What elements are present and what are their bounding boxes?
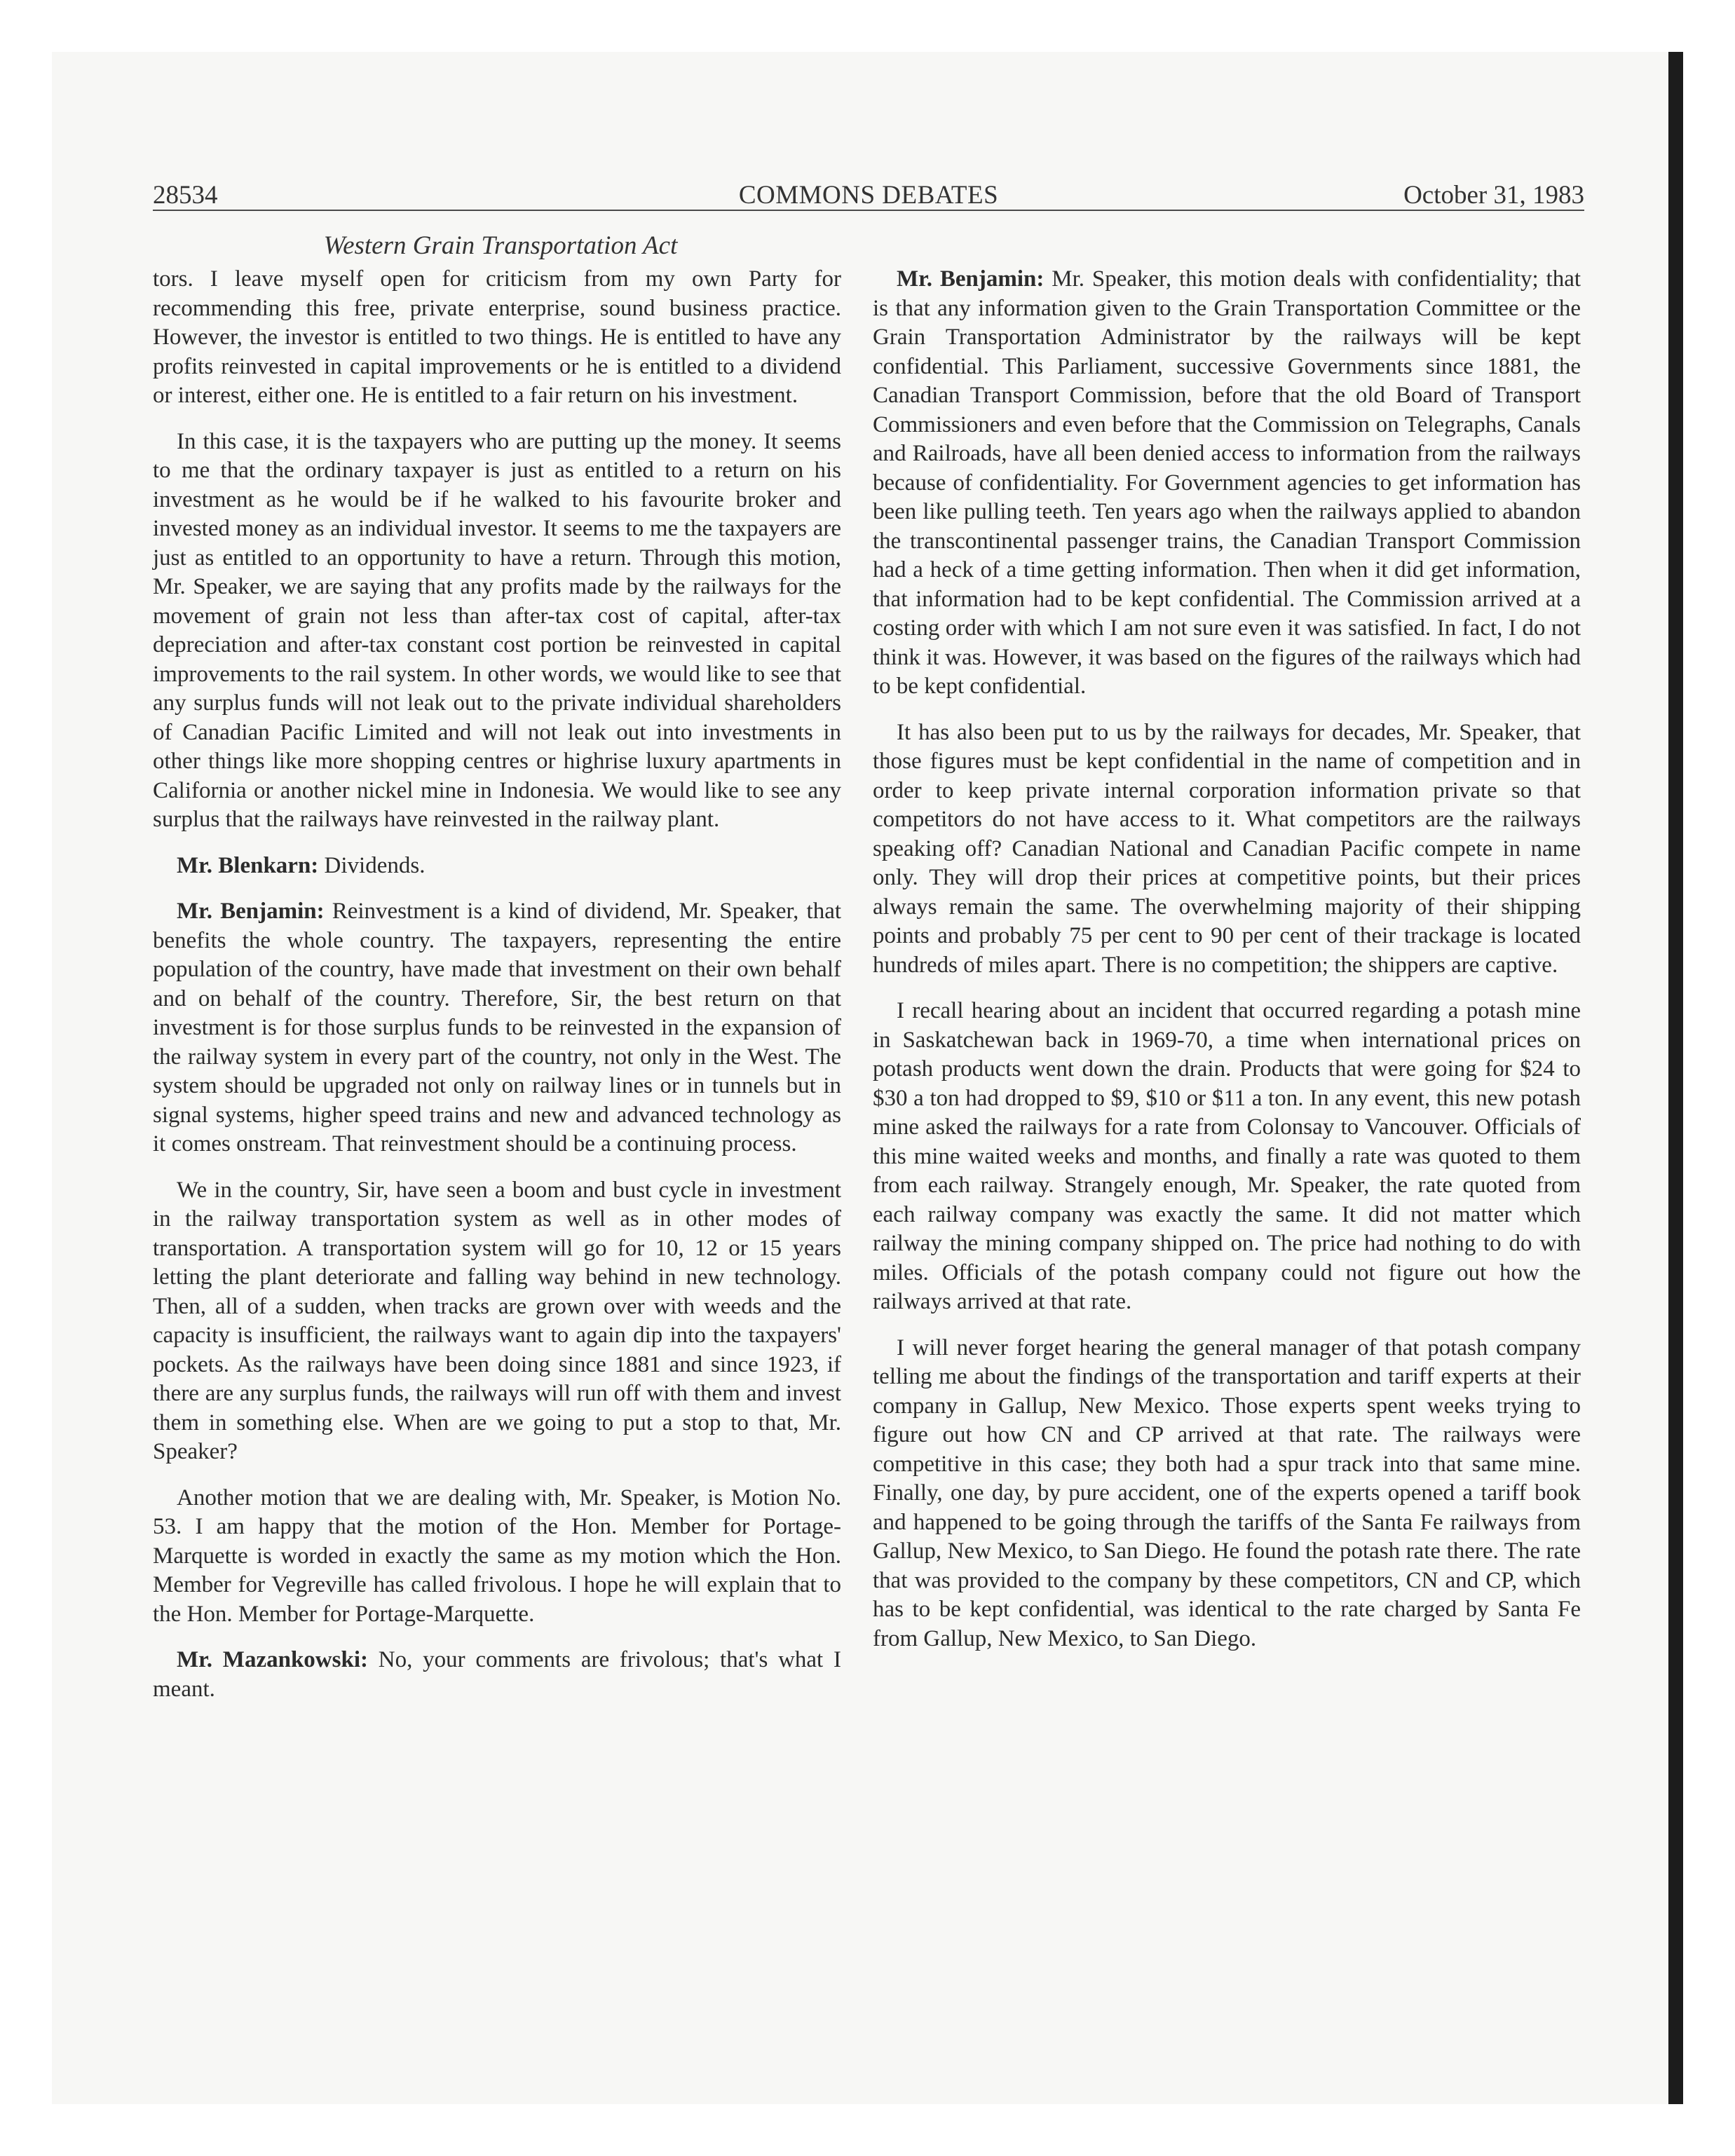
paragraph xyxy=(153,852,841,881)
paragraph-text: No, your comments are frivolous; that's what I meant. xyxy=(153,1647,842,1702)
paragraph-text: I will never forget hearing the general manager of that potash company telling me about the findings of the transportation and tariff experts at their company in Gallup, New Mexico. Those experts spent weeks trying to figure out how CN and CP arrived at that rate. The railways were competitive in this case; they both had a spur track into that same mine. Finally, one day, by pure accident, one of the experts opened a tariff book and happened to be going through the tariffs of the Santa Fe railways from Gallup, New Mexico, to San Diego. He found the potash rate there. The rate that was provided to the company by these competitors, CN and CP, which has to be kept confidential, was identical to the rate charged by Santa Fe from Gallup, New Mexico, to San Diego. xyxy=(873,1335,1581,1651)
paragraph xyxy=(873,718,1581,981)
paragraph xyxy=(153,1484,841,1630)
left-column xyxy=(153,265,841,1721)
paragraph xyxy=(153,1646,841,1704)
speaker-name: Mr. Mazankowski: xyxy=(177,1647,368,1672)
paragraph xyxy=(153,265,841,411)
paragraph-text: Mr. Speaker, this motion deals with confidentiality; that is that any information given to the Grain Transportation Committee or the Grain Transportation Administrator by the railways will be kept confidential. This Parliament, successive Governments since 1881, the Canadian Transport Commission, before that the old Board of Transport Commissioners and even before that the Commission on Telegraphs, Canals and Railroads, have all been denied access to information from the railways because of confidentiality. For Government agencies to get information has been like pulling teeth. Ten years ago when the railways applied to abandon the transcontinental passenger trains, the Canadian Transport Commission had a heck of a time getting information. Then when it did get information, that information had to be kept confidential. The Commission arrived at a costing order with which I am not sure even it was satisfied. In fact, I do not think it was. However, it was based on the figures of the railways which had to be kept confidential. xyxy=(873,266,1581,699)
page-header xyxy=(153,179,1584,212)
paragraph xyxy=(873,997,1581,1317)
page-number: 28534 xyxy=(153,181,218,210)
paragraph xyxy=(873,1334,1581,1654)
right-column xyxy=(873,265,1581,1670)
paragraph-text: Another motion that we are dealing with, Mr. Speaker, is Motion No. 53. I am happy that the motion of the Hon. Member for Portage-Marquette is worded in exactly the same as my motion which the Hon. Member for Vegreville has called frivolous. I hope he will explain that to the Hon. Member for Portage-Marquette. xyxy=(153,1485,841,1627)
speaker-name: Mr. Benjamin: xyxy=(177,899,325,924)
speaker-name: Mr. Blenkarn: xyxy=(177,852,319,878)
paragraph xyxy=(153,428,841,835)
paragraph-text: We in the country, Sir, have seen a boom and bust cycle in investment in the railway transportation system as well as in other modes of transportation. A transportation system will go for 10, 12 or 15 years letting the plant deteriorate and falling way behind in new technology. Then, all of a sudden, when tracks are grown over with weeds and the capacity is insufficient, the railways want to again dip into the taxpayers' pockets. As the railways have been doing since 1881 and since 1923, if there are any surplus funds, the railways will run off with them and invest them in something else. When are we going to put a stop to that, Mr. Speaker? xyxy=(153,1177,841,1464)
paragraph-text: tors. I leave myself open for criticism from my own Party for recommending this free, private enterprise, sound business practice. However, the investor is entitled to two things. He is entitled to have any profits reinvested in capital improvements or he is entitled to a dividend or interest, either one. He is entitled to a fair return on his investment. xyxy=(153,266,841,408)
paragraph-text: Dividends. xyxy=(324,852,426,878)
paragraph xyxy=(873,265,1581,702)
paragraph-text: It has also been put to us by the railways for decades, Mr. Speaker, that those figures must be kept confidential in the name of competition and in order to keep private internal corporation information private so that competitors do not have access to it. What competitors are the railways speaking off? Canadian National and Canadian Pacific compete in name only. They will drop their prices at competitive points, but their prices always remain the same. The overwhelming majority of their shipping points and probably 75 per cent to 90 per cent of their trackage is located hundreds of miles apart. There is no competition; the shippers are captive. xyxy=(873,719,1581,978)
scan-edge-shadow xyxy=(1668,52,1683,2104)
running-subheading: Western Grain Transportation Act xyxy=(323,231,678,260)
paragraph xyxy=(153,1176,841,1467)
paragraph-text: Reinvestment is a kind of dividend, Mr. Speaker, that benefits the whole country. The taxpayers, representing the entire population of the country, have made that investment on their own behalf and on behalf of the country. Therefore, Sir, the best return on that investment is for those surplus funds to be reinvested in the expansion of the railway system in every part of the country, not only in the West. The system should be upgraded not only on railway lines or in tunnels but in signal systems, higher speed trains and new and advanced technology as it comes onstream. That reinvestment should be a continuing process. xyxy=(153,899,842,1157)
paragraph-text: I recall hearing about an incident that occurred regarding a potash mine in Saskatchewan back in 1969-70, a time when international prices on potash products went down the drain. Products that were going for $24 to $30 a ton had dropped to $9, $10 or $11 a ton. In any event, this new potash mine asked the railways for a rate from Colonsay to Vancouver. Officials of this mine waited weeks and months, and finally a rate was quoted to them from each railway. Strangely enough, Mr. Speaker, the rate quoted from each railway company was exactly the same. It did not matter which railway the mining company shipped on. The price had nothing to do with miles. Officials of the potash company could not figure out how the railways arrived at that rate. xyxy=(873,998,1581,1314)
journal-title: COMMONS DEBATES xyxy=(738,181,999,210)
speaker-name: Mr. Benjamin: xyxy=(897,266,1045,292)
paragraph xyxy=(153,897,841,1159)
issue-date: October 31, 1983 xyxy=(1403,181,1584,210)
paragraph-text: In this case, it is the taxpayers who are putting up the money. It seems to me that the ordinary taxpayer is just as entitled to a return on his investment as he would be if he walked to his favourite broker and invested money as an individual investor. It seems to me the taxpayers are just as entitled to an opportunity to have a return. Through this motion, Mr. Speaker, we are saying that any profits made by the railways for the movement of grain not less than after-tax cost of capital, after-tax depreciation and after-tax constant cost portion be reinvested in capital improvements to the rail system. In other words, we would like to see that any surplus funds will not leak out to the private individual shareholders of Canadian Pacific Limited and will not leak out into investments in other things like more shopping centres or highrise luxury apartments in California or another nickel mine in Indonesia. We would like to see any surplus that the railways have reinvested in the railway plant. xyxy=(153,428,841,832)
header-rule xyxy=(153,210,1584,211)
